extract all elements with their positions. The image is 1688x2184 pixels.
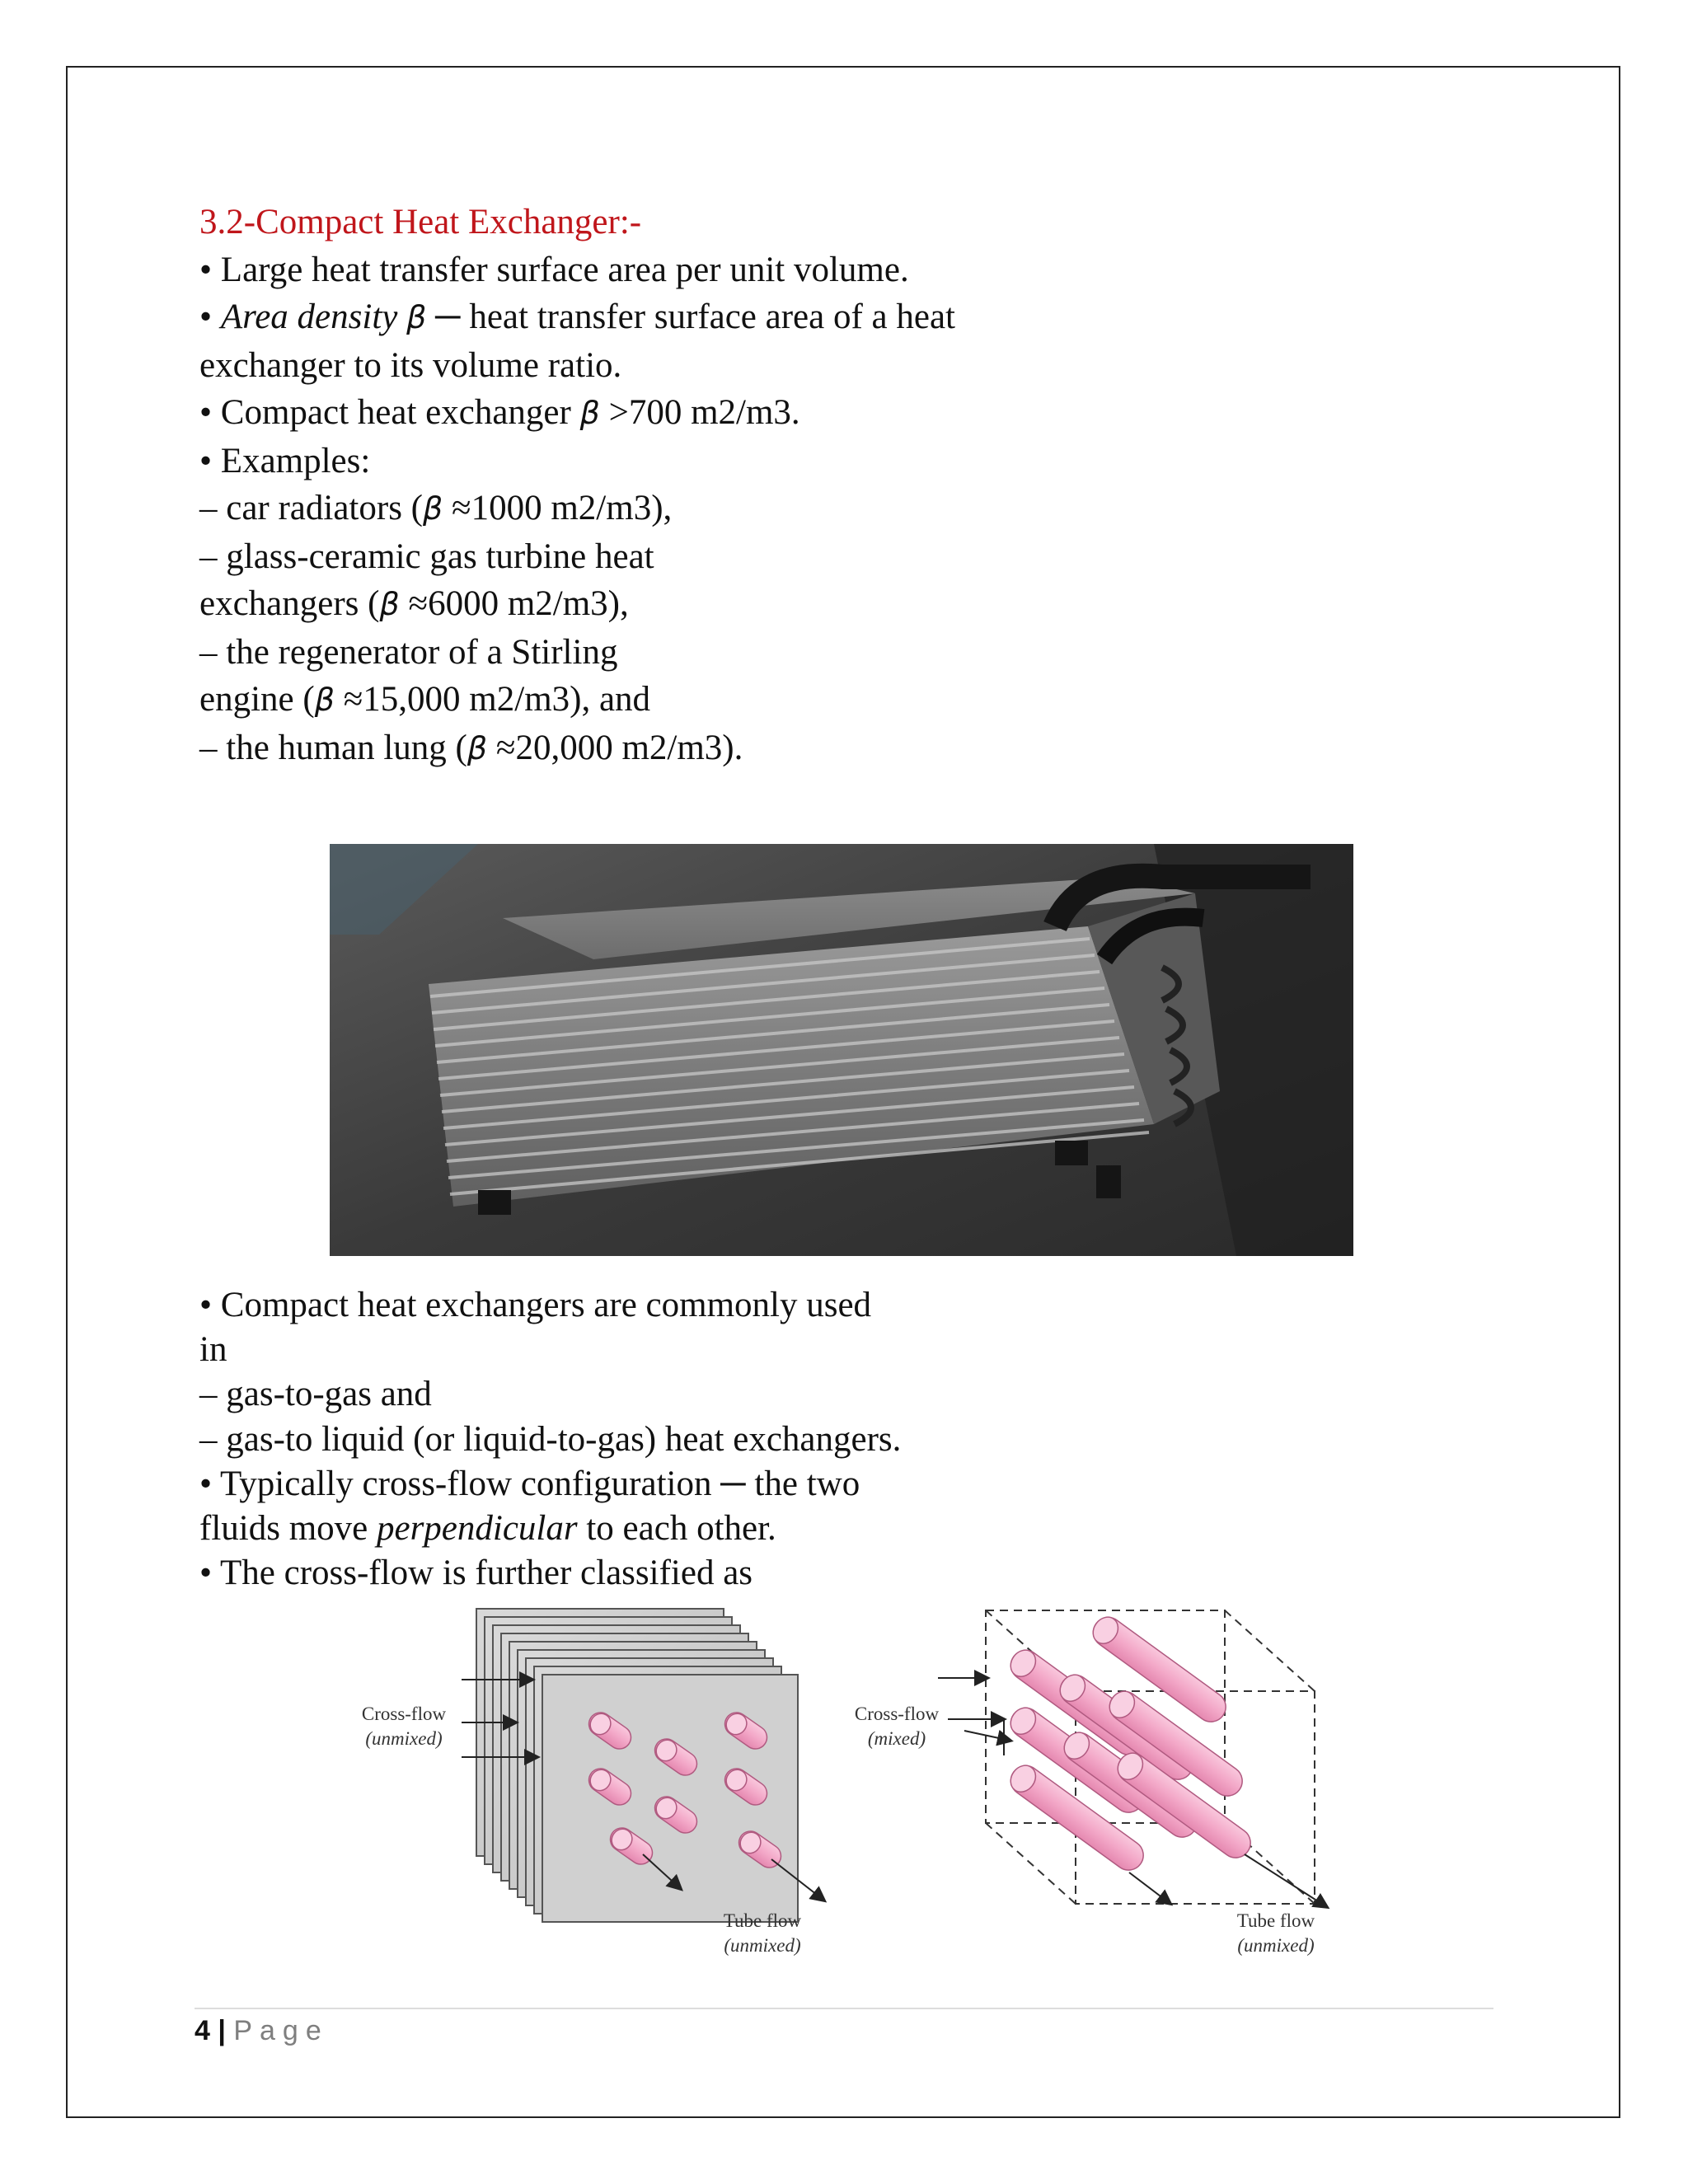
bullet-examples: • Examples: (199, 441, 371, 480)
page-number: 4 (195, 2015, 210, 2046)
text-run: – car radiators ( (199, 489, 423, 527)
bullet-compact-threshold (199, 389, 1147, 438)
usage-bullet-common-continued: in (199, 1330, 227, 1370)
example-glass-ceramic-continued (199, 580, 1147, 629)
usage-perpendicular (199, 1507, 1147, 1551)
usage-section (199, 1283, 1147, 1596)
bullet-surface-area: • Large heat transfer surface area per unit volume. (199, 250, 909, 289)
text-run: >700 m2/m3. (599, 393, 800, 432)
text-run: engine ( (199, 680, 315, 719)
beta-symbol: β (423, 490, 443, 527)
bullet-mark: • (199, 298, 221, 336)
beta-symbol: β (579, 395, 600, 431)
right-cross-flow-mode: (mixed) (867, 1728, 926, 1749)
text-run: ≈1000 m2/m3), (443, 489, 673, 527)
area-density-continued: exchanger to its volume ratio. (199, 345, 622, 385)
example-glass-ceramic: – glass-ceramic gas turbine heat (199, 537, 654, 576)
perpendicular-term: perpendicular (376, 1509, 578, 1549)
usage-cross-flow: • Typically cross-flow configuration ─ the two (199, 1464, 860, 1503)
usage-classified: • The cross-flow is further classified as (199, 1554, 753, 1593)
text-run: fluids move (199, 1509, 377, 1549)
area-density-term: Area density (220, 298, 398, 336)
footer-divider (195, 2008, 1493, 2009)
text-run: ≈15,000 m2/m3), and (334, 680, 651, 719)
area-density-definition: ─ heat transfer surface area of a heat (426, 298, 955, 336)
example-stirling-continued (199, 676, 1147, 724)
usage-gas-to-liquid: – gas-to liquid (or liquid-to-gas) heat exchangers. (199, 1419, 902, 1459)
text-run: ≈6000 m2/m3), (399, 584, 629, 623)
usage-bullet-common: • Compact heat exchangers are commonly used (199, 1286, 872, 1324)
compact-heat-exchanger-section (199, 199, 1147, 772)
left-cross-flow-mode: (unmixed) (365, 1728, 443, 1749)
usage-gas-to-gas: – gas-to-gas and (199, 1375, 432, 1414)
beta-symbol: β (406, 299, 427, 335)
left-cross-flow-label: Cross-flow (361, 1704, 447, 1724)
cross-flow-figure (330, 1599, 1368, 1986)
example-car-radiators (199, 485, 1147, 533)
heat-exchanger-photo (330, 844, 1353, 1256)
beta-symbol: β (379, 586, 400, 622)
left-tube-flow-mode: (unmixed) (724, 1935, 801, 1956)
text-run: exchangers ( (199, 584, 380, 623)
heat-exchanger-photo-image (330, 844, 1353, 1256)
example-stirling: – the regenerator of a Stirling (199, 632, 618, 672)
text-run: • Compact heat exchanger (199, 393, 580, 432)
mixed-tubes (1005, 1611, 1256, 1876)
right-cross-flow-label: Cross-flow (854, 1704, 940, 1724)
section-heading: 3.2-Compact Heat Exchanger:- (199, 203, 642, 241)
cross-flow-diagram (330, 1599, 1368, 1986)
beta-symbol: β (467, 729, 488, 766)
text-run: to each other. (577, 1509, 776, 1549)
right-tube-flow-label: Tube flow (1236, 1910, 1315, 1931)
footer-separator: | (209, 2015, 234, 2046)
page-label: Page (233, 2015, 329, 2046)
page-footer (195, 2011, 329, 2050)
text-run: ≈20,000 m2/m3). (487, 728, 743, 767)
bullet-area-density (199, 293, 1147, 342)
text-run: – the human lung ( (199, 728, 467, 767)
beta-symbol: β (314, 682, 335, 718)
unmixed-plates (476, 1609, 798, 1922)
right-tube-flow-mode: (unmixed) (1237, 1935, 1315, 1956)
example-human-lung (199, 724, 1147, 773)
left-tube-flow-label: Tube flow (723, 1910, 802, 1931)
